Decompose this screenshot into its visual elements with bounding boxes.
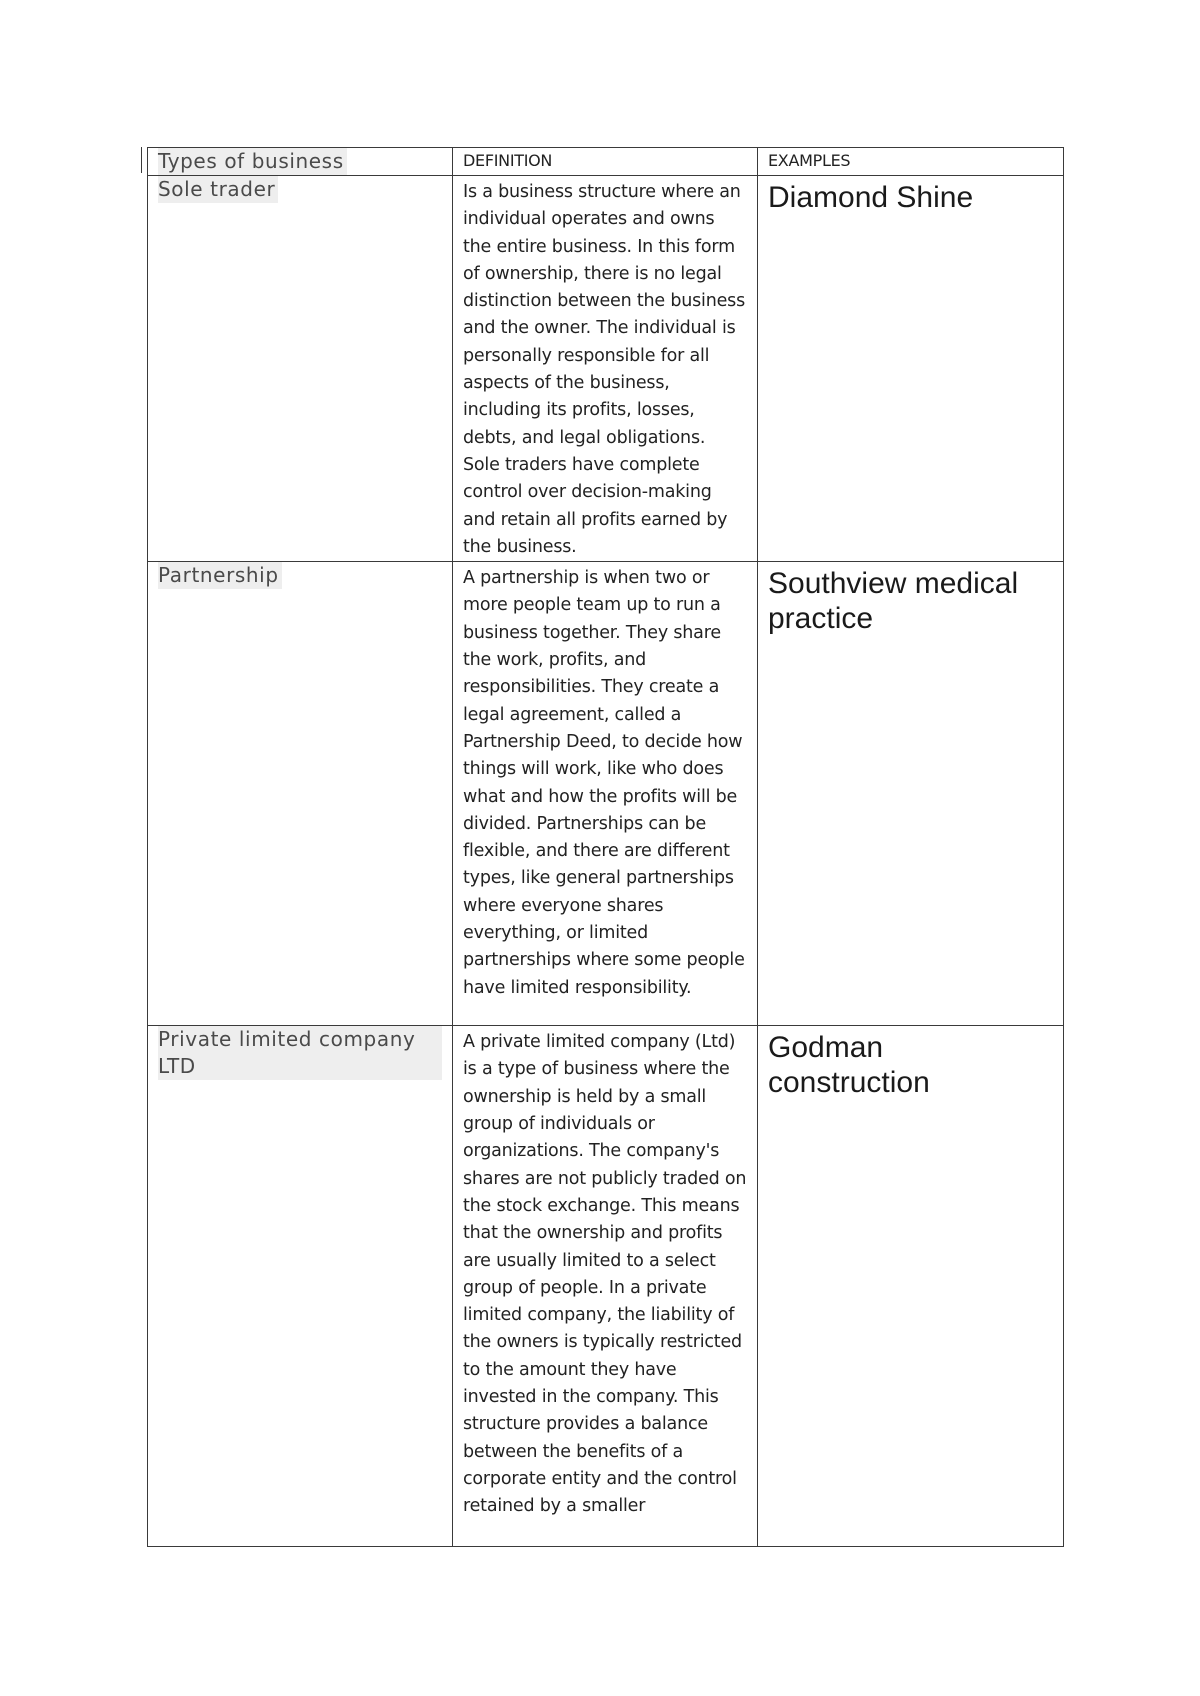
type-cell bbox=[148, 1026, 453, 1547]
header-examples: EXAMPLES bbox=[768, 151, 851, 170]
definition-sole-trader: Is a business structure where an individual operates and owns the entire business. In this form of ownership, there is no legal distinction between the business and the owner. The individual is personally responsible for all aspects of the business, including its profits, losses, debts, and legal obligations. Sole traders have complete control over decision-making and retain all profits earned by the business. bbox=[463, 182, 745, 557]
example-cell bbox=[758, 562, 1064, 1026]
table-row bbox=[148, 562, 1064, 1026]
definition-cell bbox=[453, 1026, 758, 1547]
table-row bbox=[148, 1026, 1064, 1547]
table-row bbox=[148, 176, 1064, 562]
definition-private-limited: A private limited company (Ltd) is a type of business where the ownership is held by a small group of individuals or organizations. The company's shares are not publicly traded on the stock exchange. This means that the ownership and profits are usually limited to a select group of people. In a private limited company, the liability of the owners is typically restricted to the amount they have invested in the company. This structure provides a balance between the benefits of a corporate entity and the control retained by a smaller bbox=[463, 1032, 747, 1517]
example-cell bbox=[758, 1026, 1064, 1547]
example-cell bbox=[758, 176, 1064, 562]
definition-partnership: A partnership is when two or more people team up to run a business together. They share the work, profits, and responsibilities. They create a legal agreement, called a Partnership Deed, to decide how things will work, like who does what and how the profits will be divided. Partnerships can be flexible, and there are different types, like general partnerships where everyone shares everything, or limited partnerships where some people have limited responsibility. bbox=[463, 568, 745, 998]
example-private-limited: Godman construction bbox=[768, 1031, 930, 1100]
definition-cell bbox=[453, 176, 758, 562]
table-header-row bbox=[148, 148, 1064, 176]
type-label-sole-trader: Sole trader bbox=[158, 176, 278, 203]
type-label-private-limited: Private limited company LTD bbox=[158, 1026, 442, 1080]
type-cell bbox=[148, 562, 453, 1026]
type-label-partnership: Partnership bbox=[158, 562, 282, 589]
type-cell bbox=[148, 176, 453, 562]
business-types-table bbox=[147, 147, 1064, 1547]
header-definition: DEFINITION bbox=[463, 151, 553, 170]
header-types-of-business: Types of business bbox=[158, 148, 347, 175]
header-cell-definition bbox=[453, 148, 758, 176]
header-cell-type bbox=[148, 148, 453, 176]
example-sole-trader: Diamond Shine bbox=[768, 181, 974, 214]
definition-cell bbox=[453, 562, 758, 1026]
example-partnership: Southview medical practice bbox=[768, 567, 1019, 636]
header-cell-examples bbox=[758, 148, 1064, 176]
